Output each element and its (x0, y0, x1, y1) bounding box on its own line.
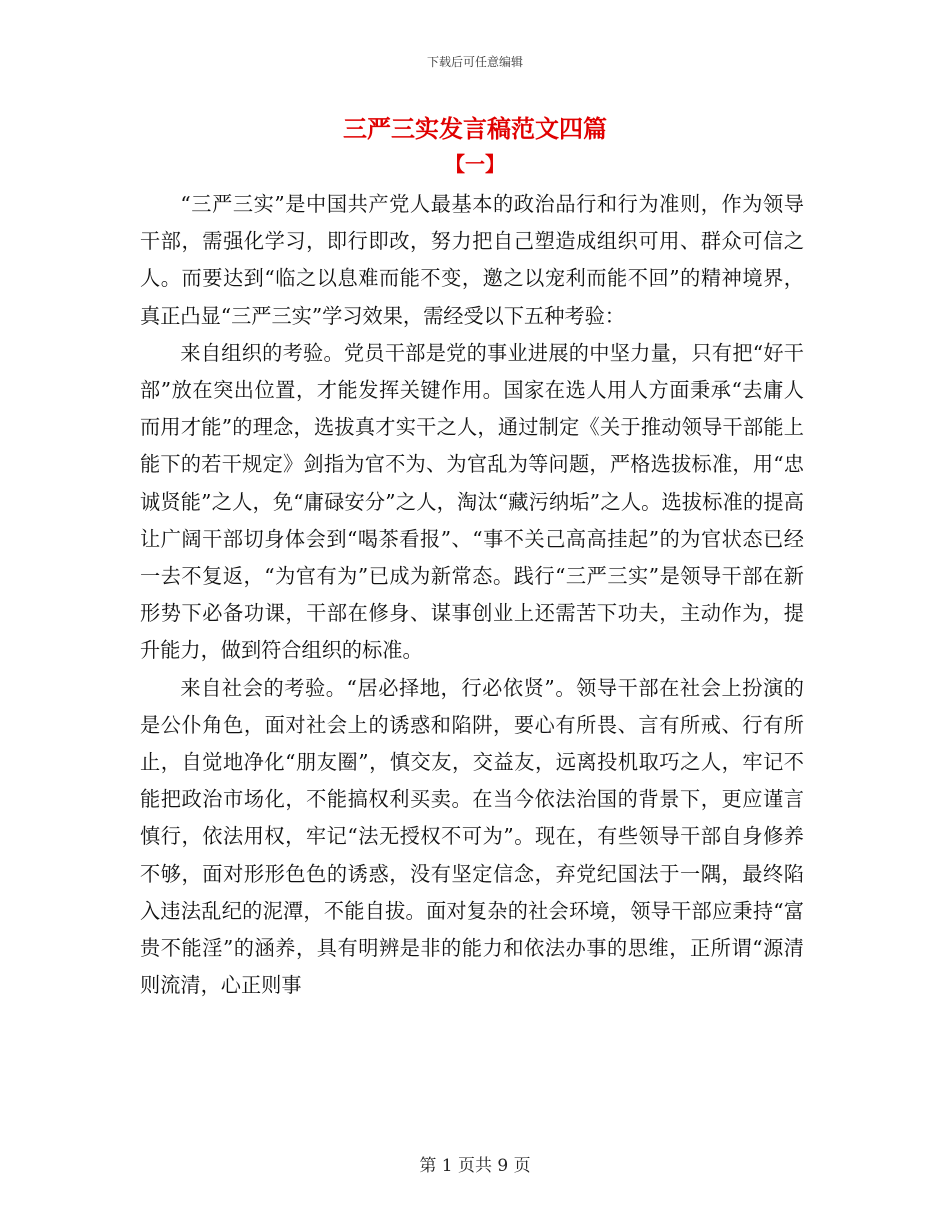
document-body (140, 186, 804, 1004)
page-header-note: 下载后可任意编辑 (426, 55, 523, 69)
paragraph-intro: “三严三实”是中国共产党人最基本的政治品行和行为准则，作为领导干部，需强化学习，即行即改，努力把自己塑造成组织可用、群众可信之人。而要达到“临之以息难而能不变，邀之以宠利而能不回”的精神境界，真正凸显“三严三实”学习效果，需经受以下五种考验： (140, 192, 804, 328)
document-title: 三严三实发言稿范文四篇 (343, 114, 607, 143)
page-number-footer: 第 1 页共 9 页 (419, 1156, 531, 1176)
paragraph-organization-test: 来自组织的考验。党员干部是党的事业进展的中坚力量，只有把“好干部”放在突出位置，才能发挥关键作用。国家在选人用人方面秉承“去庸人而用才能”的理念，选拔真才实干之人，通过制定《关于推动领导干部能上能下的若干规定》剑指为官不为、为官乱为等问题，严格选拔标准，用“忠诚贤能”之人，免“庸碌安分”之人，淘汰“藏污纳垢”之人。选拔标准的提高让广阔干部切身体会到“喝茶看报”、“事不关己高高挂起”的为官状态已经一去不复返，“为官有为”已成为新常态。践行“三严三实”是领导干部在新形势下必备功课，干部在修身、谋事创业上还需苦下功夫，主动作为，提升能力，做到符合组织的标准。 (140, 340, 804, 663)
section-label: 【一】 (445, 152, 505, 176)
paragraph-society-test: 来自社会的考验。“居必择地，行必依贤”。领导干部在社会上扮演的是公仆角色，面对社会上的诱惑和陷阱，要心有所畏、言有所戒、行有所止，自觉地净化“朋友圈”，慎交友，交益友，远离投机取巧之人，牢记不能把政治市场化，不能搞权利买卖。在当今依法治国的背景下，更应谨言慎行，依法用权，牢记“法无授权不可为”。现在，有些领导干部自身修养不够，面对形形色色的诱惑，没有坚定信念，弃党纪国法于一隅，最终陷入违法乱纪的泥潭，不能自拔。面对复杂的社会环境，领导干部应秉持“富贵不能淫”的涵养，具有明辨是非的能力和依法办事的思维，正所谓“源清则流清，心正则事 (140, 675, 804, 998)
